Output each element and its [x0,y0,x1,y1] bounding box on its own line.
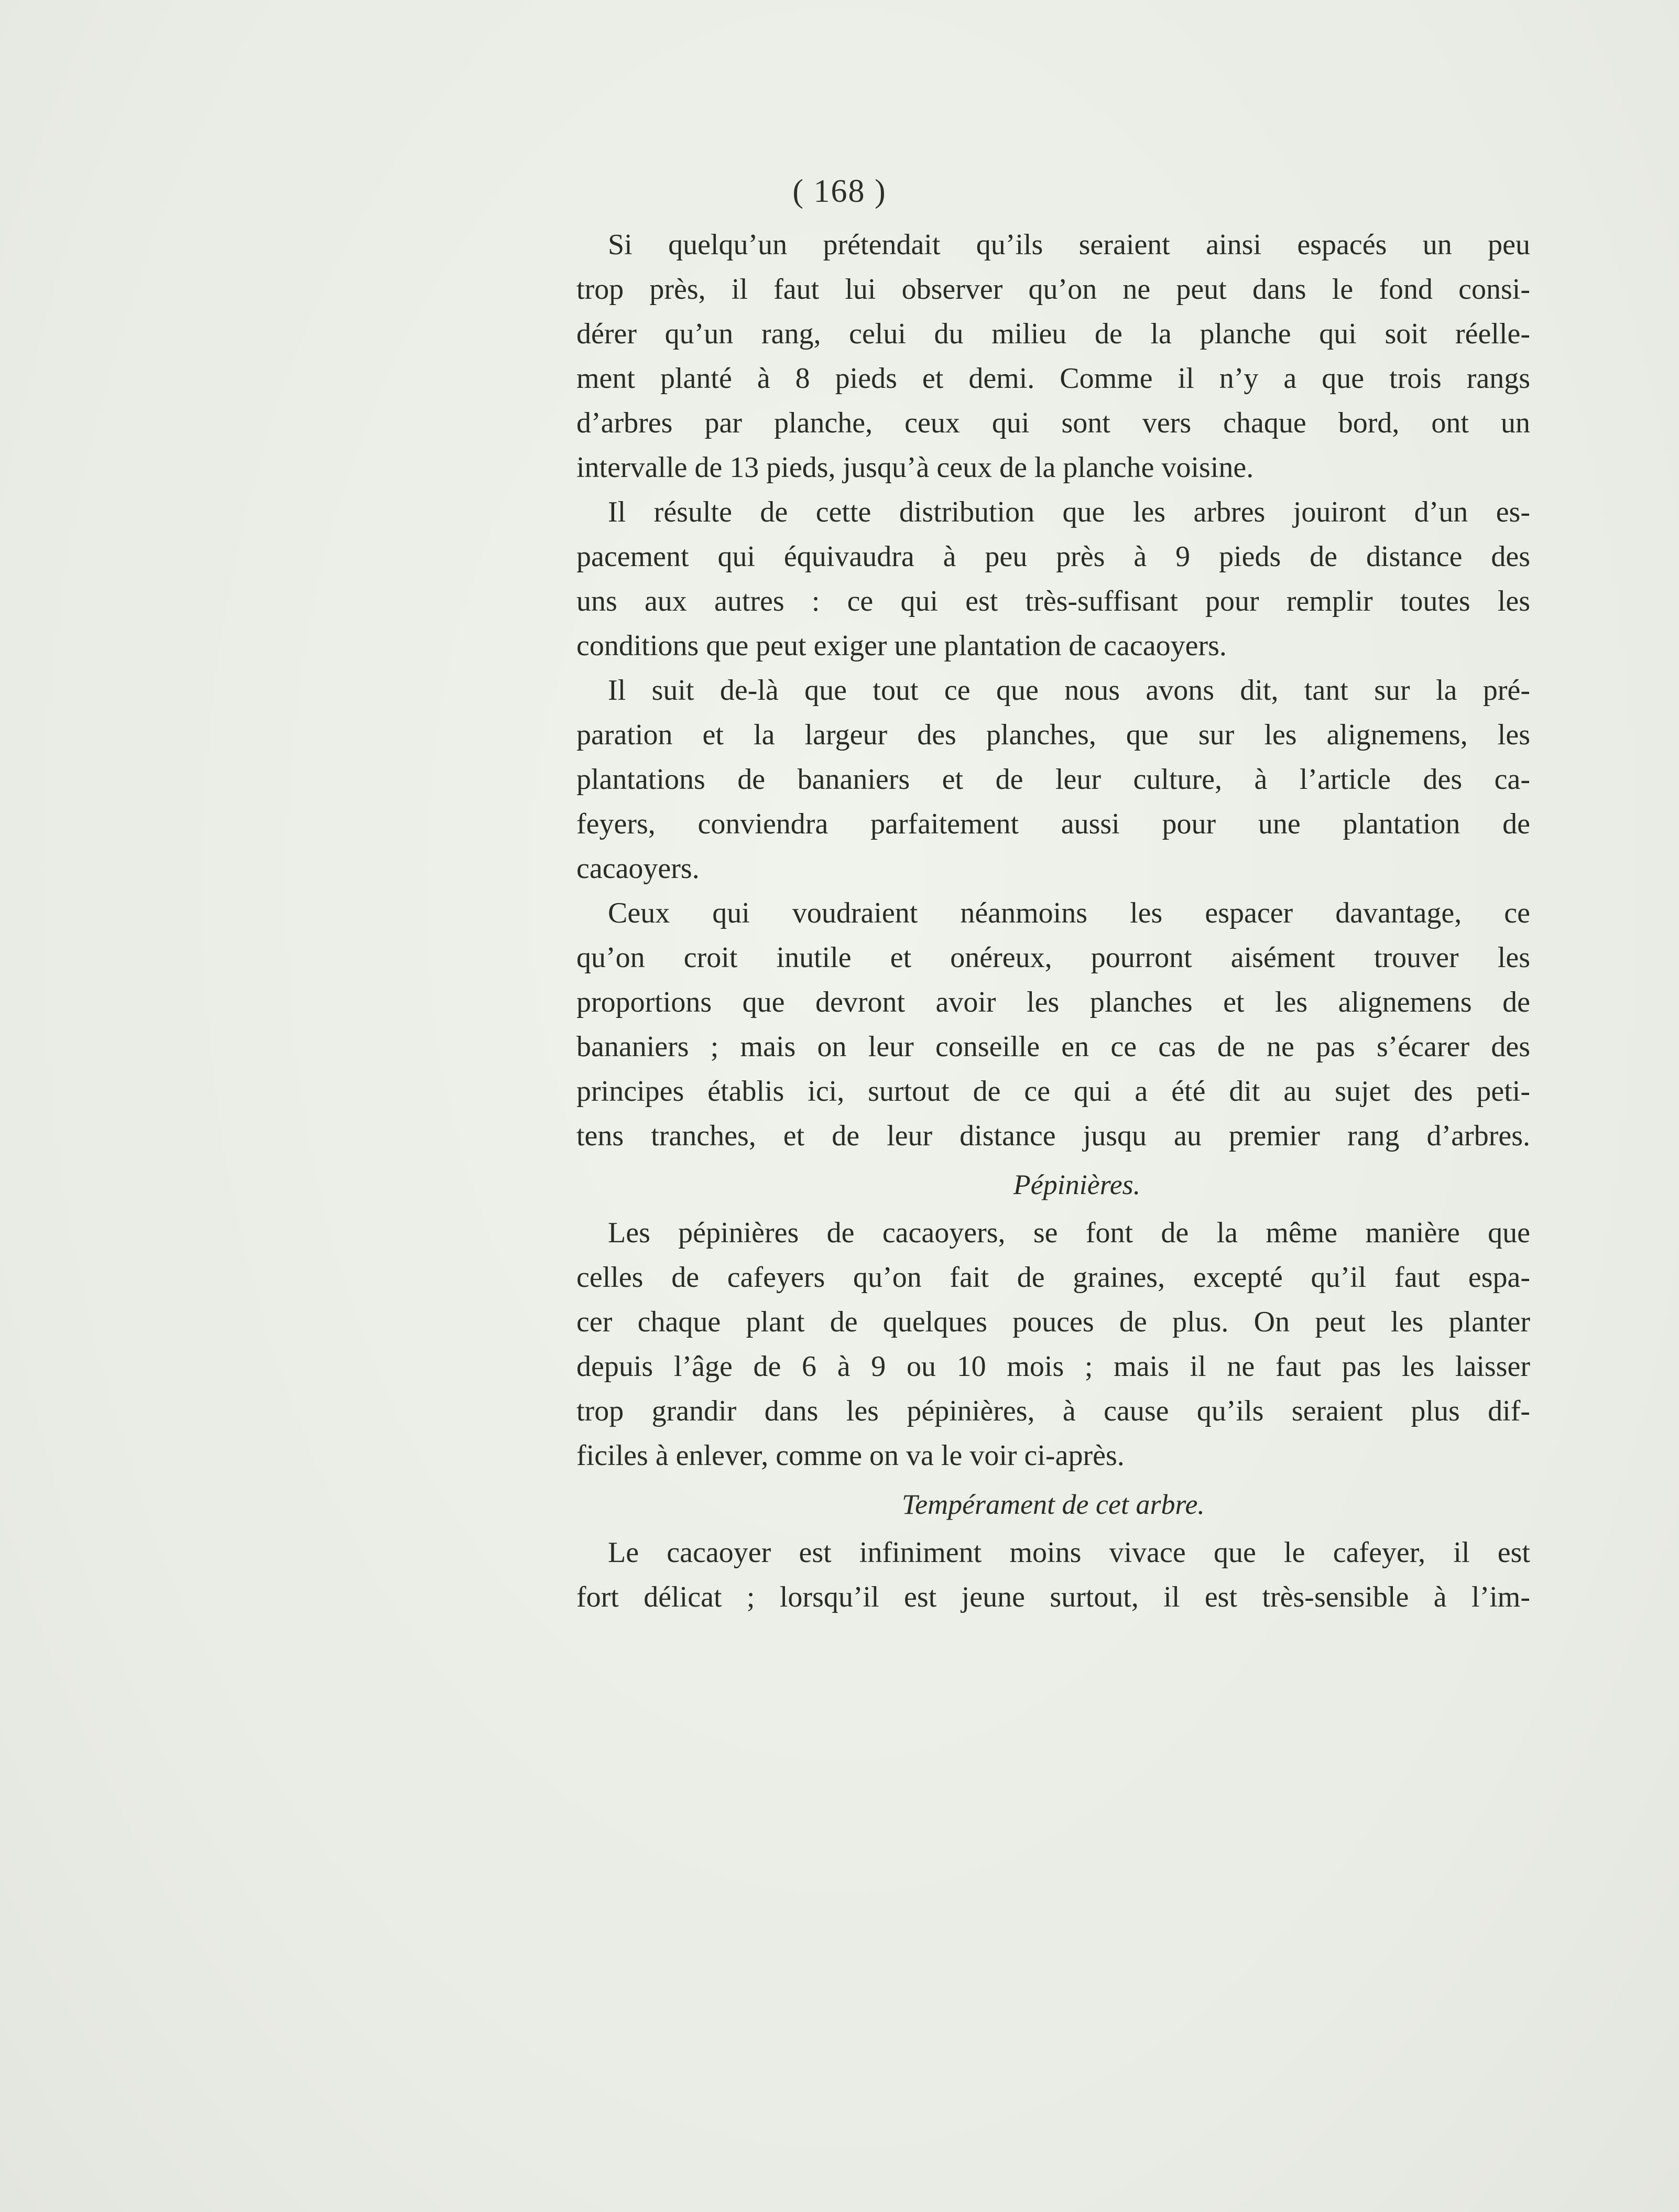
text-line: cer chaque plant de quelques pouces de plus. On peut les planter [576,1306,1530,1338]
text-line: plantations de bananiers et de leur culture, à l’article des ca- [576,763,1530,796]
section-heading: Tempérament de cet arbre. [902,1489,1205,1520]
paragraph-2 [576,490,1530,668]
text-line: tens tranches, et de leur distance jusqu au premier rang d’arbres. [576,1120,1530,1152]
text-line: ficiles à enlever, comme on va le voir ci-après. [576,1439,1125,1472]
paragraph-1 [576,223,1530,490]
text-line: trop près, il faut lui observer qu’on ne peut dans le fond consi- [576,273,1530,306]
text-line: Ceux qui voudraient néanmoins les espacer davantage, ce [608,897,1530,929]
text-line: Le cacaoyer est infiniment moins vivace que le cafeyer, il est [608,1536,1530,1569]
paragraph-4 [576,891,1530,1158]
text-line: trop grandir dans les pépinières, à cause qu’ils seraient plus dif- [576,1395,1530,1427]
body-text [576,223,1530,1620]
text-line: d’arbres par planche, ceux qui sont vers chaque bord, ont un [576,407,1530,439]
text-line: uns aux autres : ce qui est très-suffisant pour remplir toutes les [576,585,1530,617]
text-line: celles de cafeyers qu’on fait de graines, excepté qu’il faut espa- [576,1261,1530,1294]
paragraph-5 [576,1211,1530,1478]
text-line: depuis l’âge de 6 à 9 ou 10 mois ; mais il ne faut pas les laisser [576,1350,1530,1383]
text-line: ment planté à 8 pieds et demi. Comme il n’y a que trois rangs [576,362,1530,395]
text-line: cacaoyers. [576,852,700,885]
text-line: intervalle de 13 pieds, jusqu’à ceux de la planche voisine. [576,451,1254,484]
text-line: principes établis ici, surtout de ce qui a été dit au sujet des peti- [576,1075,1530,1108]
text-line: Les pépinières de cacaoyers, se font de la même manière que [608,1217,1530,1249]
page-number: ( 168 ) [792,174,887,209]
text-line: Il résulte de cette distribution que les arbres jouiront d’un es- [608,496,1530,528]
text-line: Si quelqu’un prétendait qu’ils seraient ainsi espacés un peu [608,229,1530,261]
section-heading: Pépinières. [1013,1169,1141,1200]
text-line: dérer qu’un rang, celui du milieu de la planche qui soit réelle- [576,318,1530,350]
text-line: bananiers ; mais on leur conseille en ce cas de ne pas s’écarer des [576,1031,1530,1063]
text-line: qu’on croit inutile et onéreux, pourront aisément trouver les [576,941,1530,974]
text-line: conditions que peut exiger une plantation de cacaoyers. [576,630,1227,662]
text-line: fort délicat ; lorsqu’il est jeune surtout, il est très-sensible à l’im- [576,1581,1530,1613]
text-line: feyers, conviendra parfaitement aussi pour une plantation de [576,808,1530,840]
paragraph-3 [576,668,1530,891]
text-line: pacement qui équivaudra à peu près à 9 pieds de distance des [576,540,1530,573]
text-line: paration et la largeur des planches, que sur les alignemens, les [576,719,1530,751]
paragraph-6 [576,1531,1530,1620]
text-line: Il suit de-là que tout ce que nous avons dit, tant sur la pré- [608,674,1530,707]
text-line: proportions que devront avoir les planches et les alignemens de [576,986,1530,1018]
